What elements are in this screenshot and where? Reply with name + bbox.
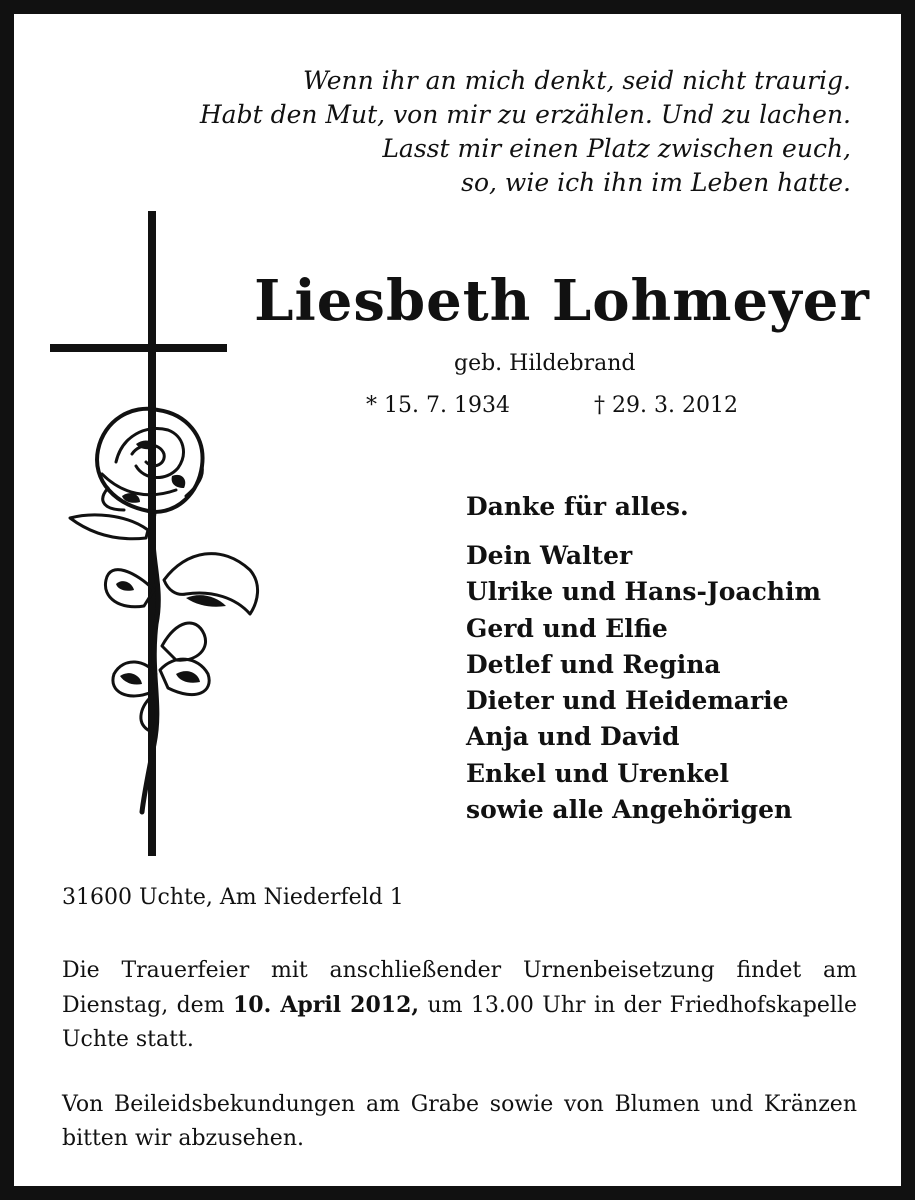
mourner-entry: Dieter und Heidemarie [466,686,789,716]
deceased-name: Liesbeth Lohmeyer [254,268,870,334]
thanks-line: Danke für alles. [466,492,689,521]
mourner-entry: Anja und David [466,722,680,752]
maiden-name: geb. Hildebrand [454,351,636,376]
ceremony-date: 10. April 2012, [232,992,420,1018]
rose-icon [36,384,276,824]
mourners-list [466,538,821,828]
birth-date: * 15. 7. 1934 [366,393,510,418]
cross-beam [50,344,227,352]
poem-line: Lasst mir einen Platz zwischen euch, [382,134,851,163]
poem-line: Wenn ihr an mich denkt, seid nicht traurig. [303,66,851,95]
mourner-entry: Detlef und Regina [466,649,721,679]
mourner-entry: Dein Walter [466,541,633,570]
ceremony-text-end: um 13.00 Uhr in der Friedhofskapelle Uchte statt. [62,993,857,1052]
mourner-entry: sowie alle Angehörigen [466,795,793,825]
mourner-entry: Gerd und Elfie [466,613,668,643]
mourner-entry: Ulrike und Hans-Joachim [466,577,821,607]
death-date: † 29. 3. 2012 [594,393,738,418]
ceremony-paragraph [62,954,857,1057]
poem-line: Habt den Mut, von mir zu erzählen. Und zu lachen. [199,100,851,129]
condolence-note: Von Beileidsbekundungen am Grabe sowie von Blumen und Kränzen bitten wir abzusehen. [62,1092,857,1151]
poem [200,64,851,200]
address: 31600 Uchte, Am Niederfeld 1 [62,885,404,910]
mourner-entry: Enkel und Urenkel [466,758,729,788]
ceremony-text: Die Trauerfeier mit anschließender Urnenbeisetzung findet am Dienstag, dem [62,958,857,1018]
poem-line: so, wie ich ihn im Leben hatte. [461,168,851,197]
